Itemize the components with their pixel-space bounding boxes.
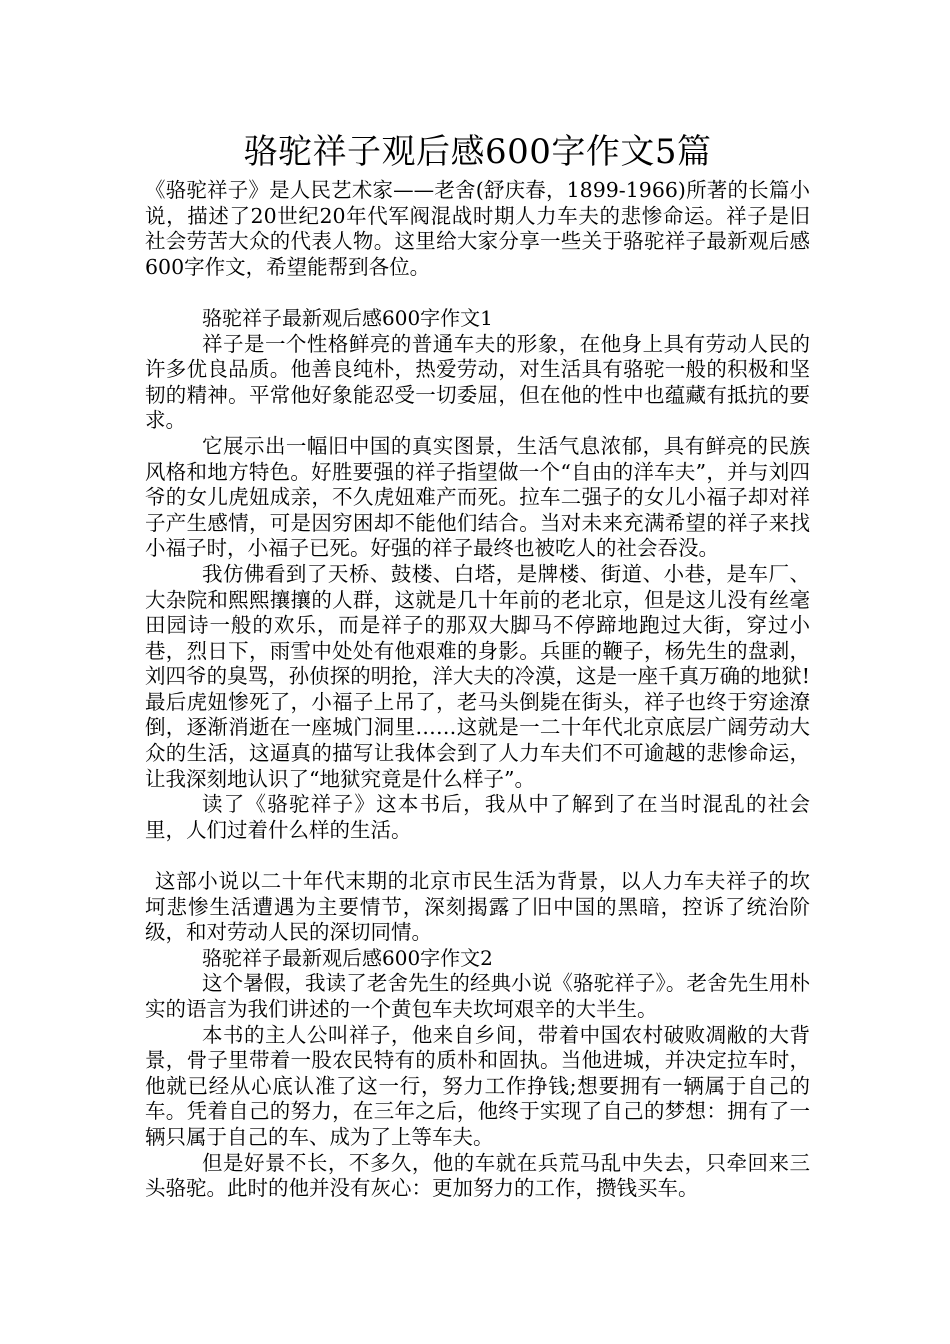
section-2-paragraph: 但是好景不长，不多久，他的车就在兵荒马乱中失去，只牵回来三头骆驼。此时的他并没有灰心：更加努力的工作，攒钱买车。 xyxy=(145,1150,810,1201)
section-1-paragraph: 读了《骆驼祥子》这本书后，我从中了解到了在当时混乱的社会里，人们过着什么样的生活。 xyxy=(145,792,810,842)
section-1-paragraph: 祥子是一个性格鲜亮的普通车夫的形象，在他身上具有劳动人民的许多优良品质。他善良纯朴，热爱劳动，对生活具有骆驼一般的积极和坚韧的精神。平常他好象能忍受一切委屈，但在他的性中也蕴藏有抵抗的要求。 xyxy=(145,331,810,433)
interlude-paragraph: 这部小说以二十年代末期的北京市民生活为背景，以人力车夫祥子的坎坷悲惨生活遭遇为主要情节，深刻揭露了旧中国的黑暗，控诉了统治阶级，和对劳动人民的深切同情。 xyxy=(145,869,810,945)
intro-paragraph: 《骆驼祥子》是人民艺术家——老舍(舒庆春，1899-1966)所著的长篇小说，描述了20世纪20年代军阀混战时期人力车夫的悲惨命运。祥子是旧社会劳苦大众的代表人物。这里给大家分享一些关于骆驼祥子最新观后感600字作文，希望能帮到各位。 xyxy=(145,178,810,279)
section-2-paragraph: 这个暑假，我读了老舍先生的经典小说《骆驼祥子》。老舍先生用朴实的语言为我们讲述的一个黄包车夫坎坷艰辛的大半生。 xyxy=(145,971,810,1021)
document-page xyxy=(145,128,810,1202)
section-2-heading: 骆驼祥子最新观后感600字作文2 xyxy=(202,945,493,970)
spacer xyxy=(145,280,810,306)
section-1-paragraph: 我仿佛看到了天桥、鼓楼、白塔，是牌楼、街道、小巷，是车厂、大杂院和熙熙攘攘的人群，这就是几十年前的老北京，但是这儿没有丝毫田园诗一般的欢乐，而是祥子的那双大脚马不停蹄地跑过大街，穿过小巷，烈日下，雨雪中处处有他艰难的身影。兵匪的鞭子，杨先生的盘剥，刘四爷的臭骂，孙侦探的明抢，洋大夫的冷漠，这是一座千真万确的地狱!最后虎妞惨死了，小福子上吊了，老马头倒毙在街头，祥子也终于穷途潦倒，逐渐消逝在一座城门洞里……这就是一二十年代北京底层广阔劳动大众的生活，这逼真的描写让我体会到了人力车夫们不可逾越的悲惨命运，让我深刻地认识了“地狱究竟是什么样子”。 xyxy=(145,561,810,791)
section-2-paragraph: 本书的主人公叫祥子，他来自乡间，带着中国农村破败凋敝的大背景，骨子里带着一股农民特有的质朴和固执。当他进城，并决定拉车时，他就已经从心底认准了这一行，努力工作挣钱;想要拥有一辆属于自己的车。凭着自己的努力，在三年之后，他终于实现了自己的梦想：拥有了一辆只属于自己的车、成为了上等车夫。 xyxy=(145,1022,810,1149)
section-1-heading: 骆驼祥子最新观后感600字作文1 xyxy=(202,305,493,330)
document-title: 骆驼祥子观后感600字作文5篇 xyxy=(243,132,712,172)
spacer xyxy=(145,843,810,869)
section-1-paragraph: 它展示出一幅旧中国的真实图景，生活气息浓郁，具有鲜亮的民族风格和地方特色。好胜要强的祥子指望做一个“自由的洋车夫”，并与刘四爷的女儿虎妞成亲，不久虎妞难产而死。拉车二强子的女儿小福子却对祥子产生感情，可是因穷困却不能他们结合。当对未来充满希望的祥子来找小福子时，小福子已死。好强的祥子最终也被吃人的社会吞没。 xyxy=(145,433,810,561)
